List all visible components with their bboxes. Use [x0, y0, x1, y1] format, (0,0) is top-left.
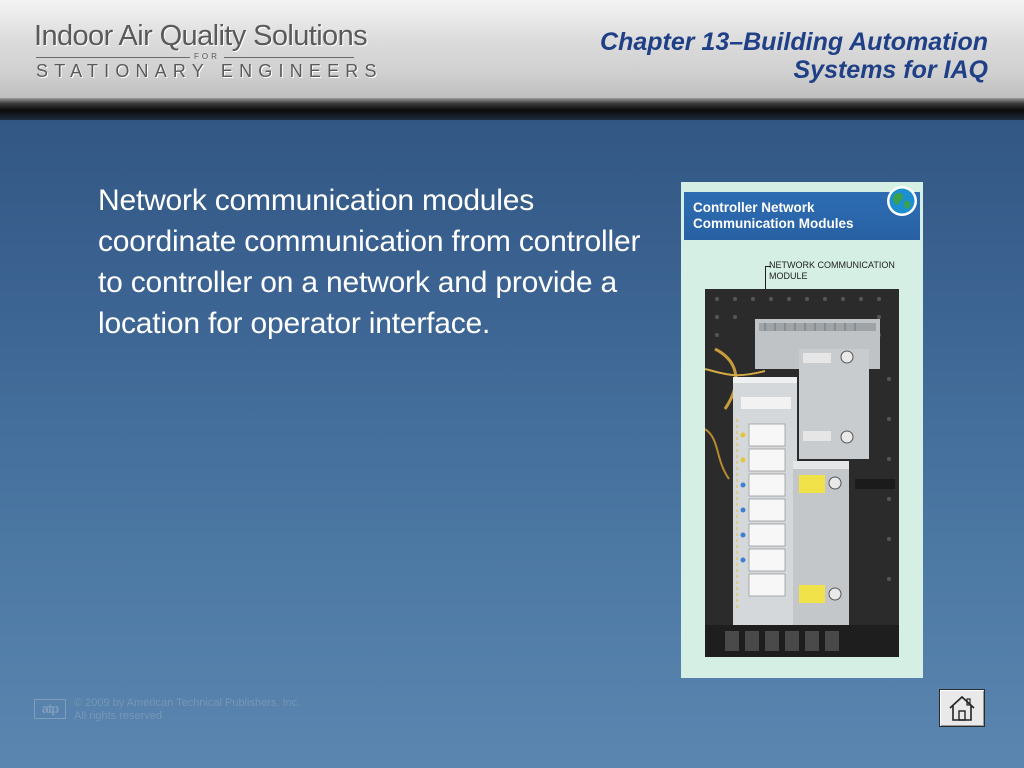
- figure-controller-network-modules: [681, 182, 923, 678]
- copyright-text: [74, 697, 300, 723]
- figure-banner-title: Controller Network Communication Modules: [693, 200, 854, 231]
- slide-body-text: Network communication modules coordinate communication from controller to controller on a network and provide a location for operator interface.: [98, 184, 641, 340]
- chapter-title-line1: Chapter 13–Building Automation: [600, 28, 988, 56]
- atp-logo: atp: [34, 699, 66, 719]
- figure-banner: [684, 192, 920, 240]
- copyright-line2: All rights reserved: [74, 710, 163, 722]
- header-band: [0, 0, 1024, 100]
- chapter-title-line2: Systems for IAQ: [793, 56, 988, 84]
- copyright-line1: © 2009 by American Technical Publishers, Inc.: [74, 697, 301, 709]
- header-divider-stripe: [0, 98, 1024, 120]
- logo-for: FOR: [190, 52, 224, 61]
- logo-title: Indoor Air Quality Solutions: [34, 20, 367, 52]
- callout-label: NETWORK COMMUNICATION MODULE: [769, 260, 895, 281]
- home-icon: [947, 694, 977, 722]
- logo-subtitle: STATIONARY ENGINEERS: [36, 61, 383, 81]
- controller-photo: [705, 289, 899, 657]
- globe-icon: [886, 185, 918, 217]
- home-button[interactable]: [939, 689, 985, 727]
- copyright-notice: [34, 697, 354, 725]
- publisher-logo: [34, 18, 383, 84]
- chapter-title: [528, 28, 988, 84]
